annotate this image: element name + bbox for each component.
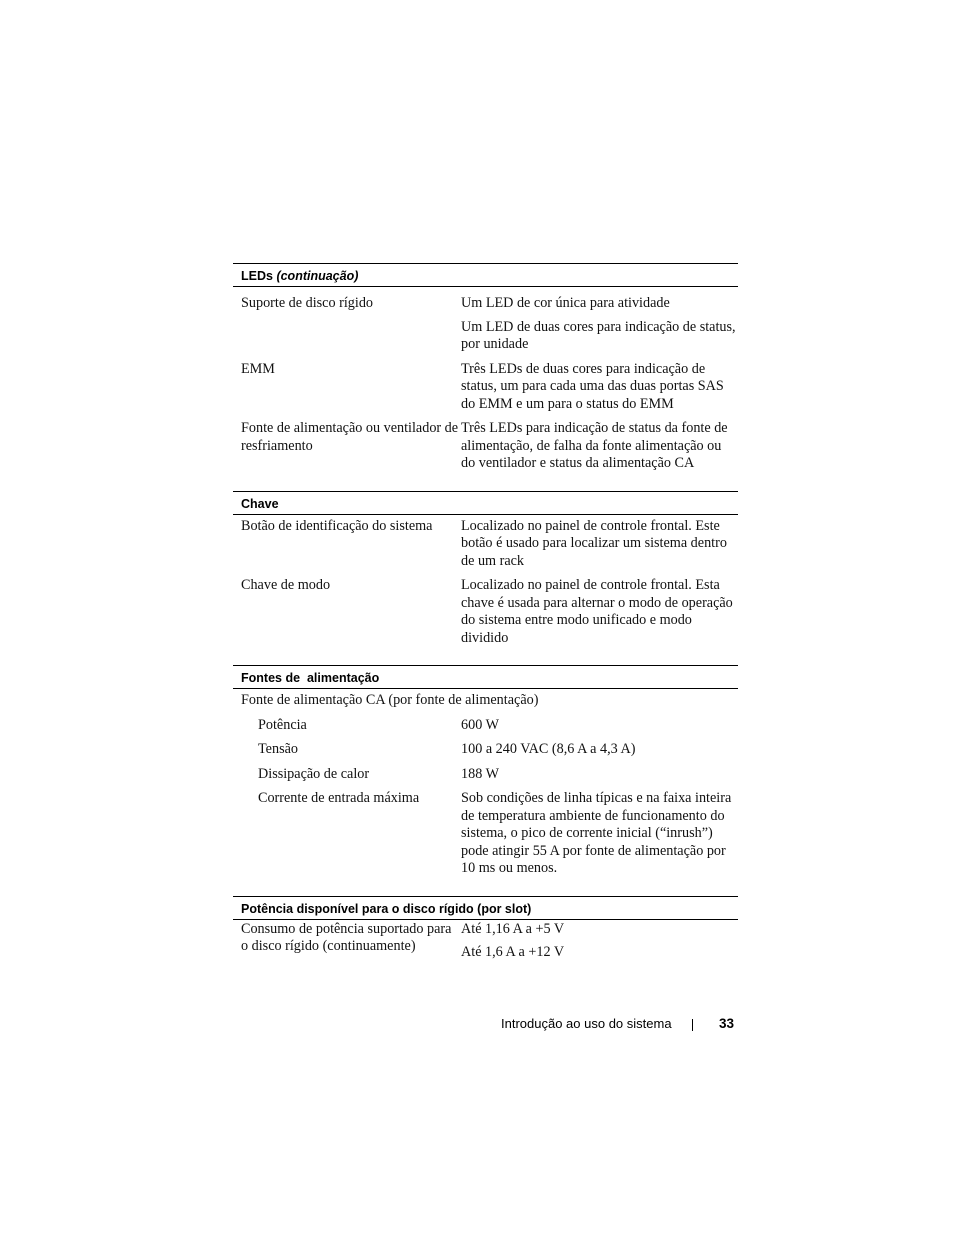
spec-value-line: 100 a 240 VAC (8,6 A a 4,3 A)	[461, 741, 636, 757]
spec-row	[233, 741, 738, 765]
spec-value-line: Um LED de duas cores para indicação de status, por unidade	[461, 318, 736, 352]
spec-row	[233, 717, 738, 741]
spec-label: Fonte de alimentação ou ventilador de resfriamento	[241, 420, 459, 454]
footer-chapter-title: Introdução ao uso do sistema	[501, 1016, 672, 1031]
spec-subheading: Fonte de alimentação CA (por fonte de alimentação)	[241, 692, 539, 708]
spec-label: Potência	[258, 716, 307, 733]
spec-value	[461, 790, 738, 884]
spec-value	[461, 717, 738, 741]
spec-value-line: 188 W	[461, 765, 499, 782]
section-title-suffix: (continuação)	[276, 269, 359, 283]
section-title: LEDs	[241, 269, 273, 283]
spec-row	[233, 577, 738, 653]
spec-row	[233, 921, 738, 968]
spec-value-line: Um LED de cor única para atividade	[461, 295, 670, 311]
spec-value	[461, 577, 738, 653]
spec-value-line: Localizado no painel de controle frontal. Este botão é usado para localizar um sistema dentro de um rack	[461, 517, 727, 569]
section-title: Potência disponível para o disco rígido (por slot)	[241, 901, 532, 916]
spec-value-line: Três LEDs de duas cores para indicação de status, um para cada uma das duas portas SAS do EMM e um para o status do EMM	[461, 360, 724, 412]
spec-label: Corrente de entrada máxima	[258, 790, 420, 806]
spec-label: Suporte de disco rígido	[241, 295, 374, 311]
specifications-table	[233, 263, 738, 968]
spec-value-line: 600 W	[461, 716, 499, 733]
spec-value	[461, 420, 738, 479]
spec-row	[233, 295, 738, 360]
spec-label: Dissipação de calor	[258, 765, 370, 782]
spec-label: Tensão	[258, 741, 298, 757]
spec-row	[233, 361, 738, 420]
spec-value-line: Sob condições de linha típicas e na faixa inteira de temperatura ambiente de funcionamento do sistema, o pico de corrente inicial (“inrush”) pode atingir 55 A por fonte de alimentação por 10 ms ou menos.	[461, 790, 732, 876]
spec-value-line: Três LEDs para indicação de status da fonte de alimentação, de falha da fonte alimentação ou do ventilador e status da alimentação CA	[461, 420, 728, 471]
spec-value	[461, 518, 738, 577]
spec-value-line: Até 1,16 A a +5 V	[461, 920, 565, 937]
section-title: Fontes de alimentação	[241, 671, 380, 685]
spec-row	[233, 766, 738, 790]
section-heading-leds	[233, 263, 738, 287]
section-heading-chave	[233, 491, 738, 515]
spec-label: Consumo de potência suportado para o disco rígido (continuamente)	[241, 920, 452, 954]
spec-label: Botão de identificação do sistema	[241, 517, 433, 534]
spec-label: Chave de modo	[241, 577, 331, 593]
spec-value	[461, 361, 738, 420]
spec-row	[233, 518, 738, 577]
spec-value	[461, 741, 738, 765]
section-heading-potencia	[233, 896, 738, 920]
spec-value	[461, 766, 738, 790]
footer-separator	[692, 1019, 693, 1031]
page-number: 33	[719, 1016, 735, 1031]
spec-row	[233, 420, 738, 479]
spec-label: EMM	[241, 360, 275, 377]
spec-value	[461, 295, 738, 360]
spec-value-line: Localizado no painel de controle frontal. Esta chave é usada para alternar o modo de operação do sistema entre modo unificado e modo dividido	[461, 577, 733, 646]
section-title: Chave	[241, 496, 279, 511]
spec-value	[461, 921, 738, 968]
spec-value-line: Até 1,6 A a +12 V	[461, 944, 565, 960]
spec-row	[233, 790, 738, 884]
section-heading-fontes	[233, 665, 738, 689]
